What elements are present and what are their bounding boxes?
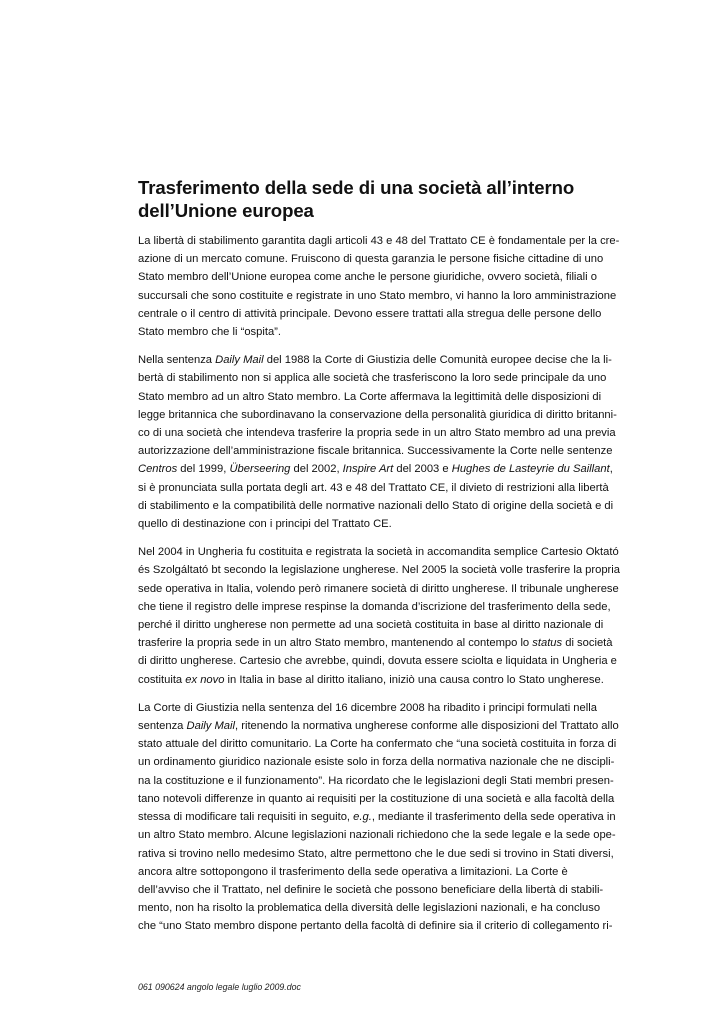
text-run: , <box>609 463 613 476</box>
text-run: perché il diritto ungherese non permette ad una società costituita in base al diritto nazionale di <box>138 619 604 632</box>
text-run: del 2002, <box>290 463 343 476</box>
text-run: mento, non ha risolto la problematica della diversità delle legislazioni nazionali, e ha concluso <box>138 902 601 915</box>
italic-text: status <box>532 637 563 650</box>
text-run: dell’avviso che il Trattato, nel definire le società che possono beneficiare della libertà di stabili- <box>138 883 604 896</box>
italic-text: Centros <box>138 463 178 476</box>
italic-text: Inspire Art <box>342 463 394 476</box>
text-run: azione di un mercato comune. Fruiscono di questa garanzia le persone fisiche cittadine di uno <box>138 253 604 266</box>
text-run: co di una società che intendeva trasferire la propria sede in un altro Stato membro ad una previa <box>138 427 616 440</box>
text-run: ancora altre sottopongono il trasferimento della sede operativa a limitazioni. La Corte è <box>138 865 568 878</box>
text-run: rativa si trovino nello medesimo Stato, altre permettono che le due sedi si trovino in Stati diversi, <box>138 847 614 860</box>
document-title <box>138 176 662 222</box>
paragraph <box>138 351 662 533</box>
text-run: sentenza <box>138 720 187 733</box>
text-run: La Corte di Giustizia nella sentenza del 16 dicembre 2008 ha ribadito i principi formulati nella <box>138 701 597 714</box>
italic-text: Daily Mail <box>215 354 264 367</box>
text-run: che tiene il registro delle imprese respinse la domanda d’iscrizione del trasferimento della sede, <box>138 600 611 613</box>
footer-filename: 061 090624 angolo legale luglio 2009.doc <box>138 982 301 992</box>
text-run: in Italia in base al diritto italiano, iniziò una causa contro lo Stato ungherese. <box>224 673 604 686</box>
text-run: autorizzazione dell’amministrazione fiscale britannica. Successivamente la Corte nelle sentenze <box>138 445 613 458</box>
text-run: és Szolgáltató bt secondo la legislazione ungherese. Nel 2005 la società volle trasferire la propria <box>138 564 620 577</box>
text-run: bertà di stabilimento non si applica alle società che trasferiscono la loro sede principale da uno <box>138 372 607 385</box>
italic-text: e.g. <box>353 811 372 824</box>
text-run: che “uno Stato membro dispone pertanto della facoltà di definire sia il criterio di collegamento ri- <box>138 920 613 933</box>
text-run: na la costituzione e il funzionamento”. Ha ricordato che le legislazioni degli Stati membri presen- <box>138 774 614 787</box>
italic-text: Überseering <box>229 463 291 476</box>
text-run: trasferire la propria sede in un altro Stato membro, mantenendo al contempo lo <box>138 637 533 650</box>
text-run: La libertà di stabilimento garantita dagli articoli 43 e 48 del Trattato CE è fondamentale per la cre- <box>138 235 620 247</box>
text-run: , mediante il trasferimento della sede operativa in <box>371 811 616 824</box>
paragraph <box>138 543 662 689</box>
text-run: stessa di modificare tali requisiti in seguito, <box>138 811 354 824</box>
text-run: del 1988 la Corte di Giustizia delle Comunità europee decise che la li- <box>263 354 612 367</box>
text-run: , ritenendo la normativa ungherese conforme alle disposizioni del Trattato allo <box>235 720 619 733</box>
text-run: Stato membro ad un altro Stato membro. La Corte affermava la legittimità delle disposizioni di <box>138 390 602 403</box>
text-run: un ordinamento giuridico nazionale esiste solo in forza della normativa nazionale che ne discipli- <box>138 756 615 769</box>
title-line-2: dell’Unione europea <box>138 200 314 221</box>
text-run: Nel 2004 in Ungheria fu costituita e registrata la società in accomandita semplice Cartesio Oktató <box>138 546 619 559</box>
paragraph <box>138 699 662 936</box>
italic-text: ex novo <box>185 673 225 686</box>
text-run: stato attuale del diritto comunitario. La Corte ha confermato che “una società costituita in forza di <box>138 738 617 751</box>
text-run: Nella sentenza <box>138 354 216 367</box>
text-run: tano notevoli differenze in quanto ai requisiti per la costituzione di una società e alla facoltà della <box>138 792 615 805</box>
italic-text: Daily Mail <box>186 720 236 733</box>
text-run: legge britannica che subordinavano la conservazione della personalità giuridica di diritto britanni- <box>138 408 617 421</box>
text-run: di società <box>562 637 613 650</box>
text-run: Stato membro che li “ospita”. <box>138 326 282 339</box>
text-run: di stabilimento e la compatibilità delle normative nazionali dello Stato di origine della società e di <box>138 499 614 512</box>
text-run: Stato membro dell’Unione europea come anche le persone giuridiche, ovvero società, filiali o <box>138 271 597 284</box>
text-run: un altro Stato membro. Alcune legislazioni nazionali richiedono che la sede legale e la sede ope- <box>138 829 616 842</box>
text-run: del 2003 e <box>393 463 452 476</box>
text-run: di diritto ungherese. Cartesio che avrebbe, quindi, dovuta essere sciolta e liquidata in Ungheria e <box>138 655 617 668</box>
document-body <box>138 232 662 936</box>
text-run: si è pronunciata sulla portata degli art. 43 e 48 del Trattato CE, il divieto di restrizioni alla libertà <box>138 481 609 494</box>
italic-text: Hughes de Lasteyrie du Saillant <box>451 463 610 476</box>
text-run: sede operativa in Italia, volendo però rimanere società di diritto ungherese. Il tribunale ungherese <box>138 582 619 595</box>
text-run: costituita <box>138 673 186 686</box>
text-run: quello di destinazione con i principi del Trattato CE. <box>138 518 392 531</box>
title-line-1: Trasferimento della sede di una società all’interno <box>138 177 575 198</box>
text-run: del 1999, <box>177 463 230 476</box>
paragraph <box>138 232 662 341</box>
document-page <box>138 176 662 946</box>
text-run: succursali che sono costituite e registrate in uno Stato membro, vi hanno la loro amministrazione <box>138 289 617 302</box>
text-run: centrale o il centro di attività principale. Devono essere trattati alla stregua delle persone dello <box>138 307 602 320</box>
